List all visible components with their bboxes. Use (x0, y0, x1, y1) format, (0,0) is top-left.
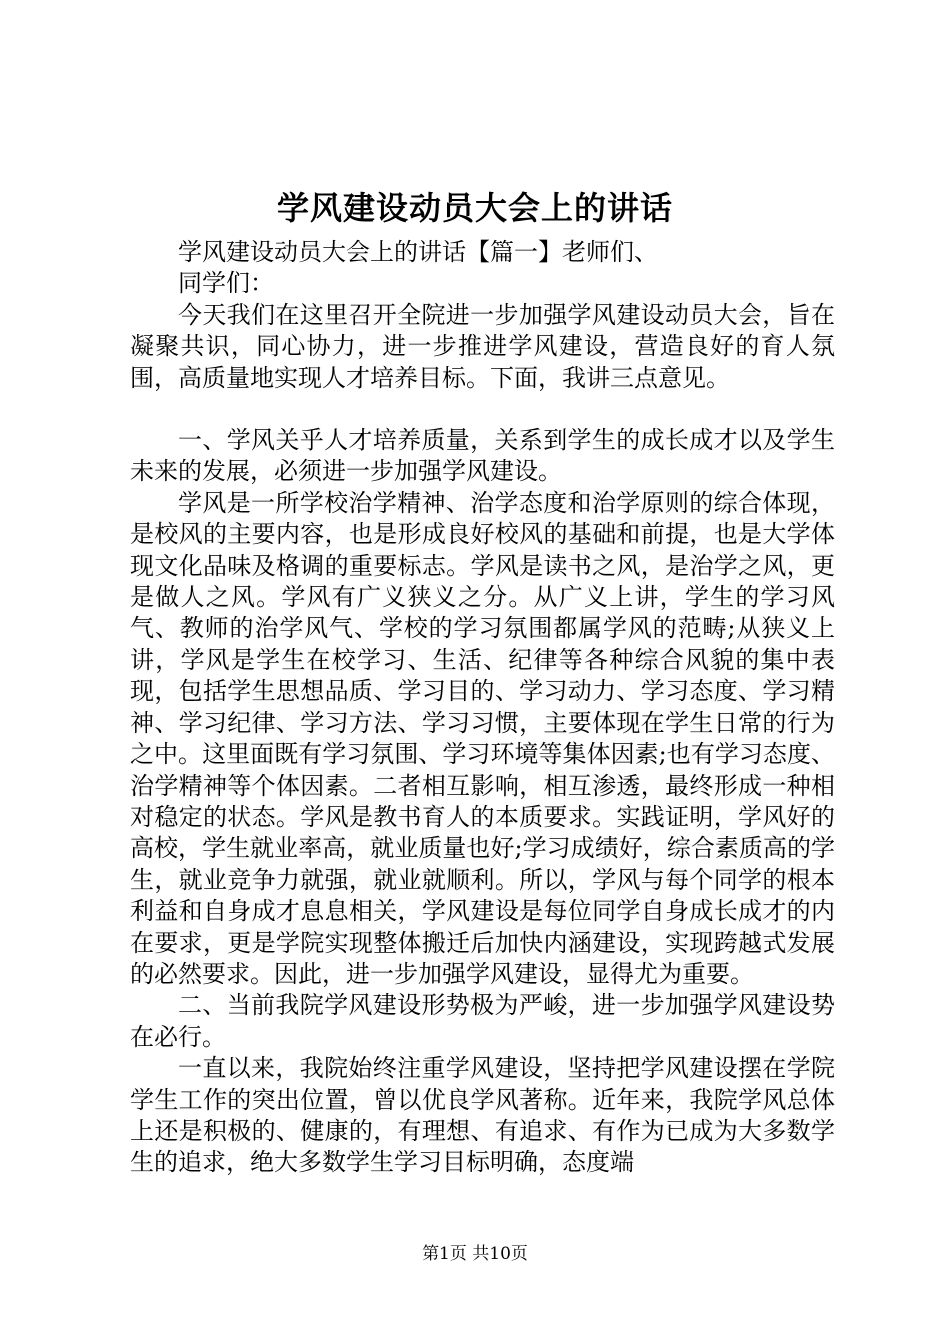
paragraph-point-two-body: 一直以来，我院始终注重学风建设，坚持把学风建设摆在学院学生工作的突出位置，曾以优良学风著称。近年来，我院学风总体上还是积极的、健康的，有理想、有追求、有作为已成为大多数学生的追求，绝大多数学生学习目标明确，态度端 (130, 1054, 835, 1177)
paragraph-opening: 学风建设动员大会上的讲话【篇一】老师们、 (178, 238, 658, 266)
page-footer: 第1页 共10页 (422, 1244, 528, 1264)
paragraph-introduction: 今天我们在这里召开全院进一步加强学风建设动员大会，旨在凝聚共识，同心协力，进一步推进学风建设，营造良好的育人氛围，高质量地实现人才培养目标。下面，我讲三点意见。 (130, 300, 835, 392)
paragraph-point-two-heading: 二、当前我院学风建设形势极为严峻，进一步加强学风建设势在必行。 (130, 991, 835, 1051)
document-title: 学风建设动员大会上的讲话 (276, 189, 673, 227)
document-body (130, 237, 835, 1179)
paragraph-point-one-heading: 一、学风关乎人才培养质量，关系到学生的成长成才以及学生未来的发展，必须进一步加强学风建设。 (130, 426, 835, 486)
paragraph-point-one-body: 学风是一所学校治学精神、治学态度和治学原则的综合体现，是校风的主要内容，也是形成良好校风的基础和前提，也是大学体现文化品味及格调的重要标志。学风是读书之风，是治学之风，更是做人之风。学风有广义狭义之分。从广义上讲，学生的学习风气、教师的治学风气、学校的学习氛围都属学风的范畴;从狭义上讲，学风是学生在校学习、生活、纪律等各种综合风貌的集中表现，包括学生思想品质、学习目的、学习动力、学习态度、学习精神、学习纪律、学习方法、学习习惯，主要体现在学生日常的行为之中。这里面既有学习氛围、学习环境等集体因素;也有学习态度、治学精神等个体因素。二者相互影响，相互渗透，最终形成一种相对稳定的状态。学风是教书育人的本质要求。实践证明，学风好的高校，学生就业率高，就业质量也好;学习成绩好，综合素质高的学生，就业竞争力就强，就业就顺利。所以，学风与每个同学的根本利益和自身成才息息相关，学风建设是每位同学自身成长成才的内在要求，更是学院实现整体搬迁后加快内涵建设，实现跨越式发展的必然要求。因此，进一步加强学风建设，显得尤为重要。 (130, 488, 835, 988)
paragraph-salutation: 同学们： (178, 269, 274, 298)
